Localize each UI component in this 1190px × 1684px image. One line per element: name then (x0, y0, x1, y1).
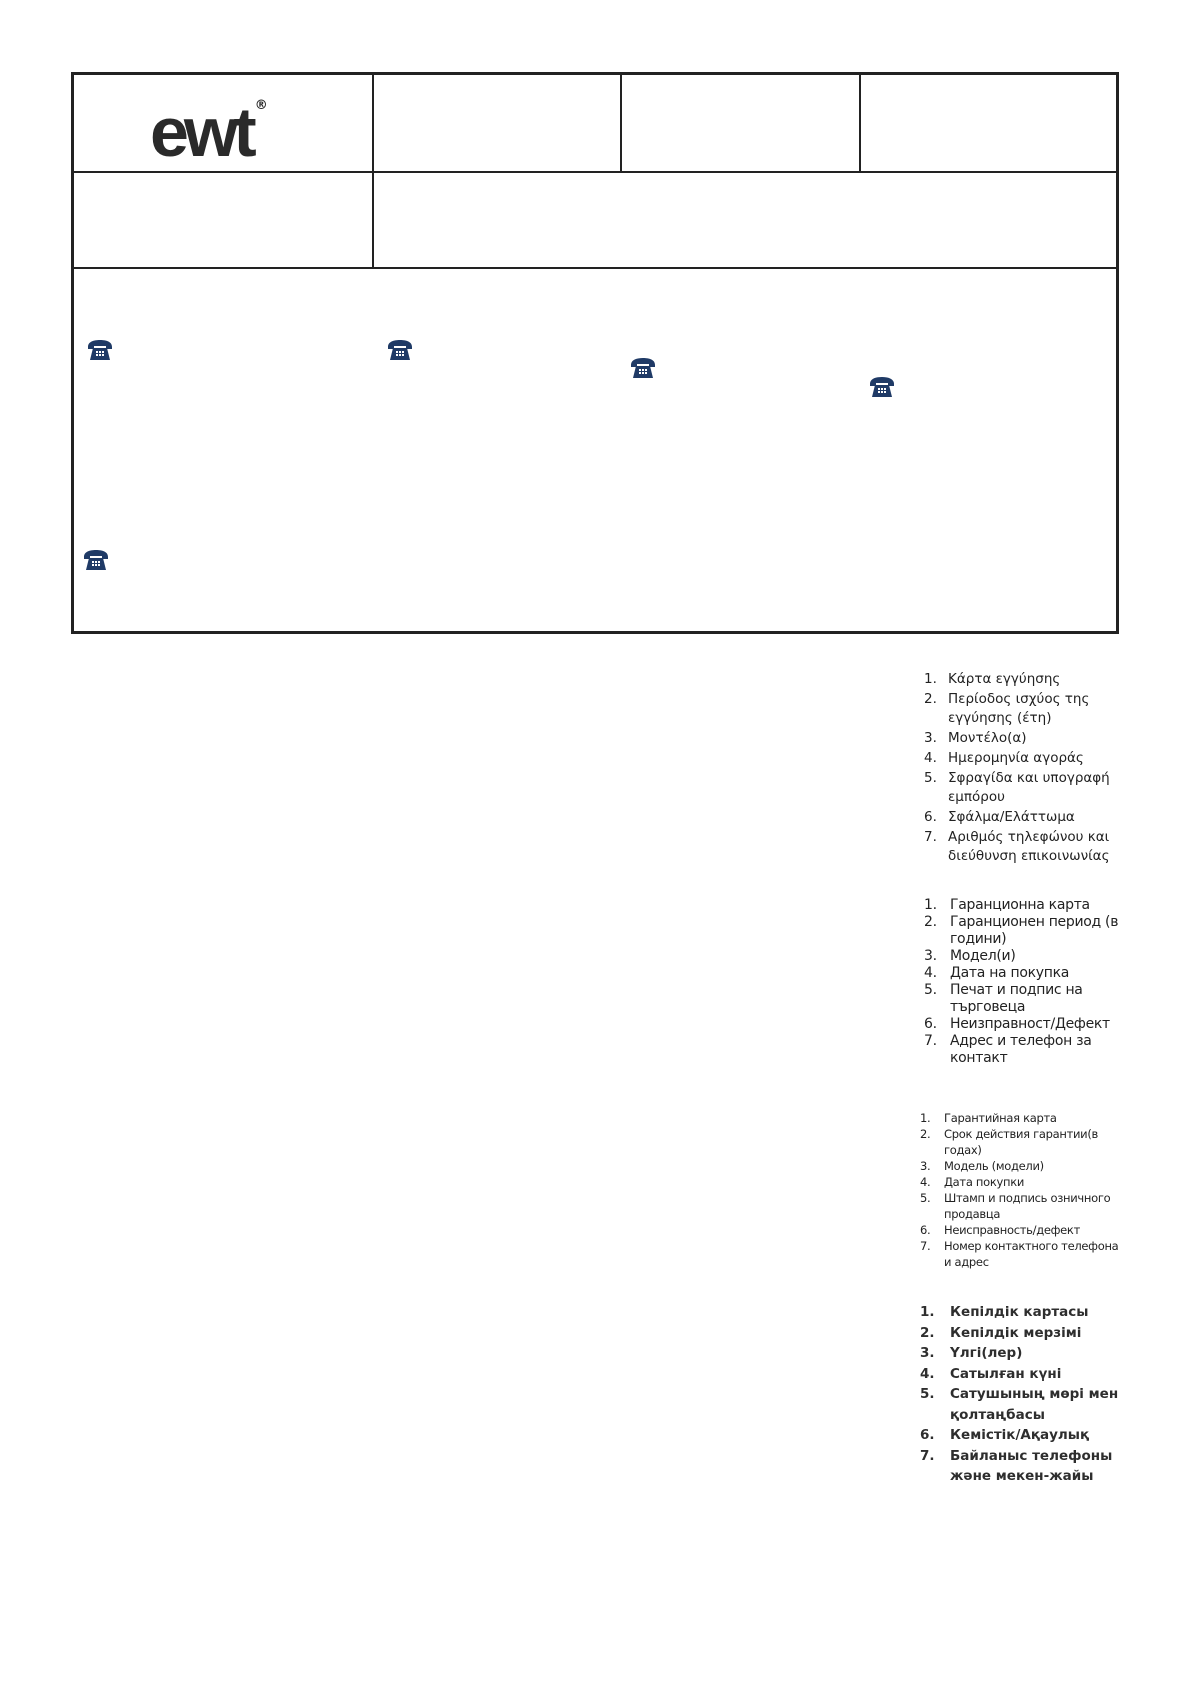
list-item: 3. Модел(и) (924, 948, 1016, 964)
list-item: 5. Штамп и подпись озничного продавца (920, 1191, 1111, 1221)
contact-area[interactable] (74, 269, 1116, 631)
list-item: 4. Сатылған күні (920, 1365, 1062, 1382)
registered-mark: ® (254, 98, 268, 113)
list-item: 3. Модель (модели) (920, 1159, 1044, 1173)
warranty-period-field[interactable] (861, 75, 1116, 171)
defect-description-field[interactable] (374, 173, 1116, 267)
telephone-icon (87, 339, 113, 361)
telephone-icon (83, 549, 109, 571)
list-item: 2. Περίοδος ισχύος της εγγύησης (έτη) (924, 691, 1090, 726)
legend-bulgarian (924, 897, 1120, 1067)
warranty-card (71, 72, 1119, 634)
list-item: 6. Σφάλμα/Ελάττωμα (924, 809, 1075, 825)
list-item: 2. Гаранционен период (в години) (924, 914, 1119, 947)
dealer-stamp-field[interactable] (74, 173, 372, 267)
list-item: 6. Кемістік/Ақаулық (920, 1427, 1090, 1443)
list-item: 6. Неисправность/дефект (920, 1223, 1080, 1237)
legend-russian (920, 1110, 1120, 1270)
list-item: 3. Μοντέλο(α) (924, 730, 1027, 746)
list-item: 1. Κάρτα εγγύησης (924, 671, 1061, 687)
list-item: 5. Σφραγίδα και υπογραφή εμπόρου (924, 770, 1110, 805)
legend-kazakh (920, 1302, 1120, 1487)
list-item: 7. Байланыс телефоны және мекен-жайы (920, 1447, 1113, 1484)
list-item: 4. Дата на покупка (924, 965, 1070, 981)
list-item: 4. Ημερομηνία αγοράς (924, 750, 1084, 766)
list-item: 7. Αριθμός τηλεφώνου και διεύθυνση επικοινωνίας (924, 829, 1110, 864)
legend-greek (924, 670, 1120, 867)
list-item: 7. Номер контактного телефона и адрес (920, 1239, 1119, 1269)
list-item: 2. Срок действия гарантии(в годах) (920, 1127, 1098, 1157)
list-item: 3. Үлгі(лер) (920, 1345, 1023, 1361)
list-item: 7. Адрес и телефон за контакт (924, 1033, 1092, 1066)
list-item: 4. Дата покупки (920, 1175, 1025, 1189)
list-item: 5. Сатушының мөрі мен қолтаңбасы (920, 1386, 1119, 1423)
purchase-date-field[interactable] (622, 75, 859, 171)
logo-cell (74, 75, 372, 171)
model-field[interactable] (374, 75, 620, 171)
ewt-logo (150, 93, 268, 171)
telephone-icon (869, 376, 895, 398)
telephone-icon (387, 339, 413, 361)
list-item: 1. Кепілдік картасы (920, 1304, 1089, 1320)
list-item: 2. Кепілдік мерзімі (920, 1324, 1082, 1341)
list-item: 1. Гарантийная карта (920, 1111, 1057, 1125)
logo-text: ewt (150, 93, 252, 171)
list-item: 6. Неизправност/Дефект (924, 1016, 1110, 1032)
list-item: 1. Гаранционна карта (924, 897, 1090, 913)
telephone-icon (630, 357, 656, 379)
list-item: 5. Печат и подпис на търговеца (924, 982, 1083, 1015)
